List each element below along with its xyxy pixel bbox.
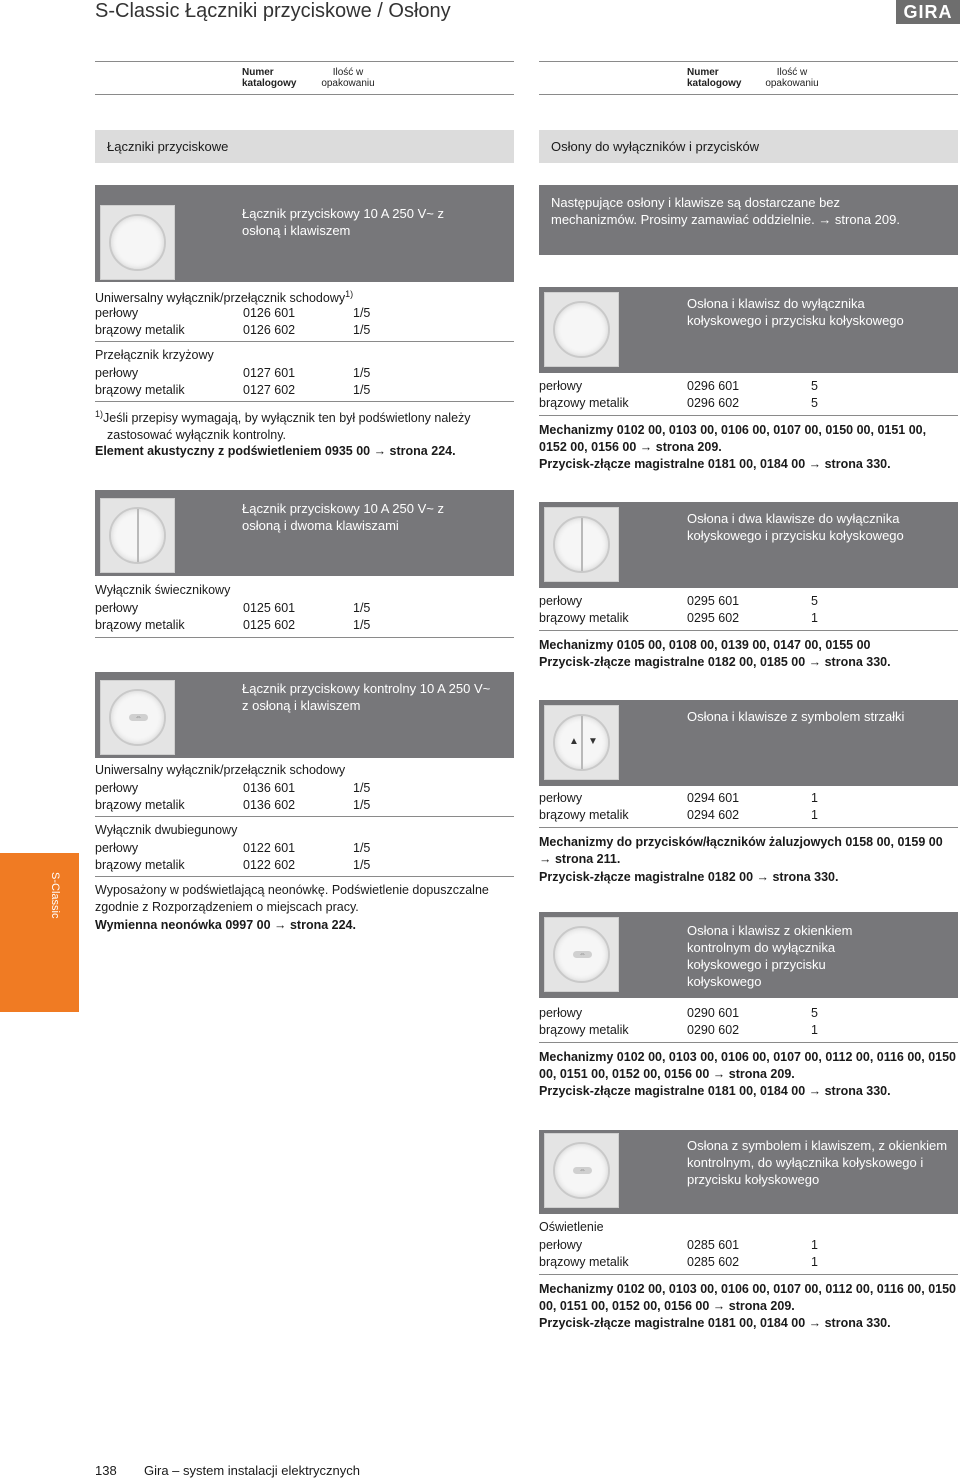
product-title: Osłona i klawisz z okienkiem kontrolnym do wyłącznika kołyskowego i przycisku kołyskowego bbox=[687, 923, 853, 989]
table-row: brązowy metalik 0285 602 1 bbox=[539, 1255, 818, 1269]
group-heading: Wyłącznik dwubiegunowy bbox=[95, 823, 238, 837]
round-rocker-switch-icon bbox=[100, 205, 175, 280]
product-panel bbox=[95, 185, 514, 282]
col-header-qty: Ilość w opakowaniu bbox=[321, 67, 375, 89]
product-panel bbox=[95, 672, 514, 758]
double-rocker-switch-icon bbox=[100, 498, 175, 573]
table-row: brązowy metalik 0125 602 1/5 bbox=[95, 618, 371, 632]
product-table bbox=[539, 593, 958, 673]
note: Element akustyczny z podświetleniem 0935 00 → strona 224. bbox=[95, 444, 456, 458]
intro-text: Następujące osłony i klawisze są dostarczane bez mechanizmów. Prosimy zamawiać oddzielnie. → strona 209. bbox=[551, 195, 900, 227]
control-window-switch-icon: ⇔ bbox=[100, 680, 175, 755]
gira-logo: GIRA bbox=[896, 0, 960, 24]
table-row: perłowy 0295 601 5 bbox=[539, 594, 818, 608]
note: Mechanizmy 0102 00, 0103 00, 0106 00, 0107 00, 0112 00, 0116 00, 0150 00, 0151 00, 0152 00, 0156 00 → strona 209. bbox=[539, 1282, 957, 1313]
product-table bbox=[539, 790, 958, 890]
group-heading: Przełącznik krzyżowy bbox=[95, 348, 214, 362]
page-number: 138 bbox=[95, 1463, 117, 1478]
table-row: brązowy metalik 0294 602 1 bbox=[539, 808, 818, 822]
divider bbox=[95, 401, 514, 402]
product-table bbox=[539, 1005, 958, 1105]
divider bbox=[95, 816, 514, 817]
product-title: Łącznik przyciskowy kontrolny 10 A 250 V~ z osłoną i klawiszem bbox=[242, 681, 491, 713]
table-row: brązowy metalik 0290 602 1 bbox=[539, 1023, 818, 1037]
note: Wyposażony w podświetlającą neonówkę. Podświetlenie dopuszczalne zgodnie z Rozporządzeniem o miejscach pracy. bbox=[95, 883, 489, 914]
note: Wymienna neonówka 0997 00 → strona 224. bbox=[95, 918, 356, 932]
product-panel bbox=[95, 490, 514, 576]
product-title: Łącznik przyciskowy 10 A 250 V~ z osłoną i dwoma klawiszami bbox=[242, 501, 444, 533]
product-title: Osłona i klawisze z symbolem strzałki bbox=[687, 709, 905, 724]
note: Przycisk-złącze magistralne 0181 00, 0184 00 → strona 330. bbox=[539, 1316, 891, 1330]
round-rocker-switch-icon bbox=[544, 292, 619, 367]
col-header-qty: Ilość w opakowaniu bbox=[765, 67, 819, 89]
table-row: brązowy metalik 0122 602 1/5 bbox=[95, 858, 371, 872]
table-row: perłowy 0296 601 5 bbox=[539, 379, 818, 393]
divider bbox=[95, 876, 514, 877]
side-tab-label: S-Classic bbox=[49, 872, 61, 919]
divider bbox=[95, 94, 514, 95]
divider bbox=[95, 341, 514, 342]
divider bbox=[95, 61, 514, 62]
product-table bbox=[95, 762, 514, 937]
table-row: perłowy 0125 601 1/5 bbox=[95, 601, 371, 615]
table-row: brązowy metalik 0136 602 1/5 bbox=[95, 798, 371, 812]
footnote: $^{1)}$Jeśli przepisy wymagają, by wyłącznik ten był podświetlony należy zastosować wyłącznik kontrolny. bbox=[95, 409, 471, 443]
table-row: perłowy 0122 601 1/5 bbox=[95, 841, 371, 855]
divider bbox=[539, 94, 958, 95]
col-header-number: Numer katalogowy bbox=[242, 67, 297, 89]
product-title: Osłona z symbolem i klawiszem, z okienkiem kontrolnym, do wyłącznika kołyskowego i przycisku kołyskowego bbox=[687, 1138, 948, 1187]
product-title: Osłona i dwa klawisze do wyłącznika kołyskowego i przycisku kołyskowego bbox=[687, 511, 904, 543]
product-table bbox=[95, 582, 514, 640]
group-heading: Uniwersalny wyłącznik/przełącznik schodowy bbox=[95, 763, 346, 777]
group-heading: Uniwersalny wyłącznik/przełącznik schodowy$^{1)}$ bbox=[95, 289, 354, 306]
note: Mechanizmy 0105 00, 0108 00, 0139 00, 0147 00, 0155 00 bbox=[539, 638, 871, 652]
product-panel bbox=[539, 912, 958, 998]
table-row: brązowy metalik 0126 602 1/5 bbox=[95, 323, 371, 337]
table-row: perłowy 0127 601 1/5 bbox=[95, 366, 371, 380]
table-row: brązowy metalik 0127 602 1/5 bbox=[95, 383, 371, 397]
section-right: Osłony do wyłączników i przycisków bbox=[539, 130, 958, 163]
divider bbox=[539, 827, 958, 828]
product-title: Łącznik przyciskowy 10 A 250 V~ z osłoną i klawiszem bbox=[242, 206, 444, 238]
section-left: Łączniki przyciskowe bbox=[95, 130, 514, 163]
table-row: brązowy metalik 0295 602 1 bbox=[539, 611, 818, 625]
table-row: perłowy 0136 601 1/5 bbox=[95, 781, 371, 795]
divider bbox=[539, 1042, 958, 1043]
divider bbox=[95, 637, 514, 638]
table-row: brązowy metalik 0296 602 5 bbox=[539, 396, 818, 410]
symbol-window-switch-icon: ⇔ bbox=[544, 1133, 619, 1208]
table-row: perłowy 0285 601 1 bbox=[539, 1238, 818, 1252]
col-header-number: Numer katalogowy bbox=[687, 67, 742, 89]
table-row: perłowy 0290 601 5 bbox=[539, 1006, 818, 1020]
table-row: perłowy 0294 601 1 bbox=[539, 791, 818, 805]
product-panel bbox=[539, 700, 958, 786]
note: Mechanizmy 0102 00, 0103 00, 0106 00, 0107 00, 0150 00, 0151 00, 0152 00, 0156 00 → strona 209. bbox=[539, 423, 927, 454]
group-heading: Oświetlenie bbox=[539, 1220, 604, 1234]
note: Przycisk-złącze magistralne 0181 00, 0184 00 → strona 330. bbox=[539, 457, 891, 471]
product-panel bbox=[539, 1130, 958, 1214]
product-table bbox=[539, 1219, 958, 1339]
note: Przycisk-złącze magistralne 0181 00, 0184 00 → strona 330. bbox=[539, 1084, 891, 1098]
table-row: perłowy 0126 601 1/5 bbox=[95, 306, 371, 320]
arrow-rocker-switch-icon: ▲ ▼ bbox=[544, 705, 619, 780]
side-tab bbox=[0, 853, 79, 1012]
product-title: Osłona i klawisz do wyłącznika kołyskowego i przycisku kołyskowego bbox=[687, 296, 904, 328]
divider bbox=[539, 61, 958, 62]
intro-panel bbox=[539, 185, 958, 255]
note: Mechanizmy do przycisków/łączników żaluzjowych 0158 00, 0159 00 → strona 211. bbox=[539, 835, 943, 866]
divider bbox=[539, 630, 958, 631]
note: Przycisk-złącze magistralne 0182 00 → strona 330. bbox=[539, 870, 839, 884]
product-table bbox=[95, 286, 514, 456]
divider bbox=[539, 1274, 958, 1275]
footer-text: Gira – system instalacji elektrycznych bbox=[144, 1463, 361, 1478]
note: Mechanizmy 0102 00, 0103 00, 0106 00, 0107 00, 0112 00, 0116 00, 0150 00, 0151 00, 0152 00, 0156 00 → strona 209. bbox=[539, 1050, 957, 1081]
page-title: S-Classic Łączniki przyciskowe / Osłony bbox=[95, 0, 451, 22]
product-panel bbox=[539, 502, 958, 588]
control-window-switch-icon: ⇔ bbox=[544, 917, 619, 992]
product-panel bbox=[539, 287, 958, 373]
note: Przycisk-złącze magistralne 0182 00, 0185 00 → strona 330. bbox=[539, 655, 891, 669]
double-rocker-switch-icon bbox=[544, 507, 619, 582]
group-heading: Wyłącznik świecznikowy bbox=[95, 583, 231, 597]
divider bbox=[539, 415, 958, 416]
product-table bbox=[539, 378, 958, 478]
